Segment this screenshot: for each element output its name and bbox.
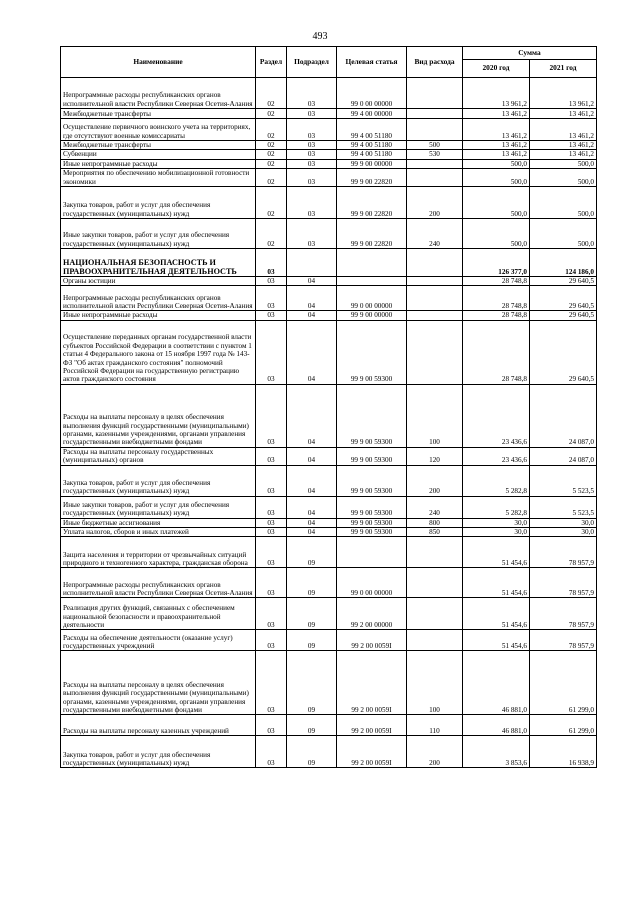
row-section: 03 [256, 736, 287, 768]
row-name: Иные бюджетные ассигнования [61, 518, 256, 527]
row-section: 03 [256, 630, 287, 651]
row-target: 99 4 00 51180 [337, 141, 407, 150]
table-row [61, 219, 597, 249]
row-section: 02 [256, 187, 287, 219]
table-row [61, 465, 597, 496]
row-sum-2021: 124 186,0 [530, 249, 597, 277]
row-section: 03 [256, 537, 287, 568]
table-row [61, 537, 597, 568]
row-name: Уплата налогов, сборов и иных платежей [61, 528, 256, 537]
row-subsection: 03 [287, 159, 337, 168]
row-sum-2021: 61 299,0 [530, 651, 597, 715]
row-expense-type [407, 78, 463, 109]
table-body [61, 78, 597, 768]
row-sum-2020: 28 748,8 [463, 311, 530, 320]
row-target: 99 2 00 0059I [337, 651, 407, 715]
row-target: 99 2 00 0059I [337, 736, 407, 768]
row-target: 99 9 00 22820 [337, 169, 407, 187]
row-target: 99 9 00 00000 [337, 311, 407, 320]
row-section: 03 [256, 651, 287, 715]
row-subsection [287, 249, 337, 277]
row-sum-2020: 5 282,8 [463, 496, 530, 518]
row-expense-type: 100 [407, 384, 463, 447]
row-sum-2021: 13 461,2 [530, 141, 597, 150]
row-section: 03 [256, 465, 287, 496]
row-subsection: 09 [287, 736, 337, 768]
row-name: Защита населения и территории от чрезвычайных ситуаций природного и техногенного характера, гражданская оборона [61, 537, 256, 568]
table-row [61, 119, 597, 141]
table-row [61, 109, 597, 119]
row-subsection: 03 [287, 219, 337, 249]
row-subsection: 04 [287, 286, 337, 311]
row-name: Закупка товаров, работ и услуг для обеспечения государственных (муниципальных) нужд [61, 465, 256, 496]
row-section: 03 [256, 311, 287, 320]
row-expense-type [407, 537, 463, 568]
row-name: Расходы на выплаты персоналу в целях обеспечения выполнения функций государственными (муниципальными) органами, казенными учреждениями, органами управления государственными внебюджетными фондами [61, 651, 256, 715]
row-sum-2021: 13 961,2 [530, 78, 597, 109]
row-sum-2020: 51 454,6 [463, 598, 530, 630]
row-section: 03 [256, 447, 287, 465]
row-expense-type: 530 [407, 150, 463, 159]
row-sum-2020: 13 961,2 [463, 78, 530, 109]
row-target: 99 9 00 59300 [337, 465, 407, 496]
row-target: 99 2 00 00000 [337, 598, 407, 630]
row-name: Расходы на выплаты персоналу казенных учреждений [61, 715, 256, 736]
row-name: Межбюджетные трансферты [61, 141, 256, 150]
row-subsection: 03 [287, 150, 337, 159]
table-row [61, 651, 597, 715]
row-expense-type: 850 [407, 528, 463, 537]
row-subsection: 04 [287, 528, 337, 537]
row-target: 99 0 00 00000 [337, 568, 407, 598]
row-name: Субвенции [61, 150, 256, 159]
row-target: 99 0 00 00000 [337, 78, 407, 109]
row-expense-type [407, 249, 463, 277]
table-row [61, 518, 597, 527]
table-row [61, 384, 597, 447]
row-sum-2021: 61 299,0 [530, 715, 597, 736]
row-sum-2021: 78 957,9 [530, 568, 597, 598]
row-sum-2021: 16 938,9 [530, 736, 597, 768]
row-sum-2021: 29 640,5 [530, 311, 597, 320]
table-row [61, 736, 597, 768]
row-section: 02 [256, 169, 287, 187]
row-sum-2020: 23 436,6 [463, 384, 530, 447]
row-sum-2020: 500,0 [463, 169, 530, 187]
row-target: 99 9 00 59300 [337, 518, 407, 527]
header-name: Наименование [61, 47, 256, 78]
row-sum-2020: 51 454,6 [463, 568, 530, 598]
row-subsection: 09 [287, 537, 337, 568]
table-row [61, 320, 597, 384]
header-target: Целевая статья [337, 47, 407, 78]
row-section: 03 [256, 598, 287, 630]
row-sum-2020: 500,0 [463, 219, 530, 249]
row-target: 99 9 00 59300 [337, 528, 407, 537]
row-sum-2020: 500,0 [463, 159, 530, 168]
header-expense-type: Вид расхода [407, 47, 463, 78]
row-expense-type: 110 [407, 715, 463, 736]
row-sum-2021: 5 523,5 [530, 465, 597, 496]
row-name: Иные закупки товаров, работ и услуг для обеспечения государственных (муниципальных) нужд [61, 219, 256, 249]
row-name: НАЦИОНАЛЬНАЯ БЕЗОПАСНОСТЬ И ПРАВООХРАНИТЕЛЬНАЯ ДЕЯТЕЛЬНОСТЬ [61, 249, 256, 277]
header-year-2021: 2021 год [530, 60, 597, 78]
row-sum-2021: 500,0 [530, 187, 597, 219]
table-row [61, 447, 597, 465]
row-subsection: 03 [287, 187, 337, 219]
row-name: Непрограммные расходы республиканских органов исполнительной власти Республики Северная Осетия-Алания [61, 286, 256, 311]
row-expense-type [407, 119, 463, 141]
row-section: 03 [256, 320, 287, 384]
row-sum-2020: 5 282,8 [463, 465, 530, 496]
row-name: Осуществление переданных органам государственной власти субъектов Российской Федерации в соответствии с пунктом 1 статьи 4 Федерального закона от 15 ноября 1997 года № 143-ФЗ "Об актах гражданского состояния" полномочий Российской Федерации на государственную регистрацию актов гражданского состояния [61, 320, 256, 384]
row-name: Закупка товаров, работ и услуг для обеспечения государственных (муниципальных) нужд [61, 736, 256, 768]
row-expense-type: 500 [407, 141, 463, 150]
row-sum-2021: 78 957,9 [530, 537, 597, 568]
row-section: 02 [256, 159, 287, 168]
row-sum-2020: 28 748,8 [463, 286, 530, 311]
row-target: 99 4 00 51180 [337, 119, 407, 141]
row-sum-2020: 3 853,6 [463, 736, 530, 768]
table-row [61, 528, 597, 537]
table-row [61, 496, 597, 518]
row-target [337, 277, 407, 286]
row-sum-2020: 46 881,0 [463, 715, 530, 736]
page-number: 493 [312, 31, 328, 42]
row-section: 03 [256, 518, 287, 527]
row-name: Расходы на выплаты персоналу государственных (муниципальных) органов [61, 447, 256, 465]
row-target: 99 4 00 00000 [337, 109, 407, 119]
row-section: 02 [256, 78, 287, 109]
row-sum-2021: 29 640,5 [530, 286, 597, 311]
row-target: 99 9 00 59300 [337, 496, 407, 518]
row-section: 03 [256, 528, 287, 537]
table-row [61, 141, 597, 150]
row-subsection: 09 [287, 651, 337, 715]
row-name: Иные непрограммные расходы [61, 159, 256, 168]
row-section: 03 [256, 277, 287, 286]
row-sum-2021: 30,0 [530, 528, 597, 537]
header-year-2020: 2020 год [463, 60, 530, 78]
row-section: 02 [256, 141, 287, 150]
row-target [337, 537, 407, 568]
row-name: Осуществление первичного воинского учета на территориях, где отсутствуют военные комиссариаты [61, 119, 256, 141]
table-row [61, 568, 597, 598]
row-target: 99 9 00 59300 [337, 384, 407, 447]
row-sum-2021: 13 461,2 [530, 109, 597, 119]
row-subsection: 09 [287, 630, 337, 651]
row-expense-type: 240 [407, 219, 463, 249]
row-sum-2020: 51 454,6 [463, 630, 530, 651]
row-sum-2020: 500,0 [463, 187, 530, 219]
row-subsection: 09 [287, 715, 337, 736]
row-section: 03 [256, 496, 287, 518]
row-sum-2021: 29 640,5 [530, 277, 597, 286]
row-name: Реализация других функций, связанных с обеспечением национальной безопасности и правоохранительной деятельности [61, 598, 256, 630]
row-target: 99 9 00 00000 [337, 159, 407, 168]
row-sum-2020: 46 881,0 [463, 651, 530, 715]
row-target: 99 4 00 51180 [337, 150, 407, 159]
row-expense-type [407, 630, 463, 651]
table-row [61, 277, 597, 286]
row-name: Непрограммные расходы республиканских органов исполнительной власти Республики Северная Осетия-Алания [61, 78, 256, 109]
row-section: 03 [256, 286, 287, 311]
row-sum-2020: 28 748,8 [463, 320, 530, 384]
row-name: Иные закупки товаров, работ и услуг для обеспечения государственных (муниципальных) нужд [61, 496, 256, 518]
row-subsection: 09 [287, 598, 337, 630]
row-expense-type: 200 [407, 465, 463, 496]
row-sum-2021: 24 087,0 [530, 384, 597, 447]
row-target: 99 2 00 0059I [337, 630, 407, 651]
row-sum-2020: 13 461,2 [463, 109, 530, 119]
row-sum-2020: 23 436,6 [463, 447, 530, 465]
table-header [61, 47, 597, 78]
table-row [61, 150, 597, 159]
table-row [61, 187, 597, 219]
row-sum-2021: 500,0 [530, 169, 597, 187]
row-sum-2021: 500,0 [530, 159, 597, 168]
row-subsection: 04 [287, 518, 337, 527]
row-subsection: 04 [287, 496, 337, 518]
row-expense-type [407, 109, 463, 119]
budget-table [60, 46, 597, 768]
row-expense-type: 800 [407, 518, 463, 527]
table-row [61, 630, 597, 651]
row-expense-type [407, 169, 463, 187]
row-subsection: 03 [287, 141, 337, 150]
row-sum-2021: 500,0 [530, 219, 597, 249]
table-row [61, 286, 597, 311]
row-expense-type [407, 277, 463, 286]
row-target: 99 9 00 22820 [337, 187, 407, 219]
row-expense-type [407, 286, 463, 311]
table-row [61, 598, 597, 630]
row-subsection: 04 [287, 465, 337, 496]
header-subsection: Подраздел [287, 47, 337, 78]
row-subsection: 03 [287, 109, 337, 119]
row-expense-type [407, 159, 463, 168]
table-row [61, 311, 597, 320]
row-sum-2020: 30,0 [463, 518, 530, 527]
row-expense-type [407, 568, 463, 598]
row-subsection: 04 [287, 320, 337, 384]
row-name: Расходы на обеспечение деятельности (оказание услуг) государственных учреждений [61, 630, 256, 651]
row-name: Мероприятия по обеспечению мобилизационной готовности экономики [61, 169, 256, 187]
row-section: 03 [256, 384, 287, 447]
row-sum-2020: 13 461,2 [463, 141, 530, 150]
row-name: Органы юстиции [61, 277, 256, 286]
row-expense-type [407, 311, 463, 320]
row-subsection: 03 [287, 78, 337, 109]
row-subsection: 09 [287, 568, 337, 598]
row-target: 99 2 00 0059I [337, 715, 407, 736]
row-expense-type: 120 [407, 447, 463, 465]
row-expense-type: 200 [407, 736, 463, 768]
row-sum-2021: 13 461,2 [530, 119, 597, 141]
row-section: 02 [256, 219, 287, 249]
row-target [337, 249, 407, 277]
row-target: 99 9 00 59300 [337, 447, 407, 465]
row-section: 03 [256, 568, 287, 598]
row-subsection: 04 [287, 447, 337, 465]
table-row [61, 159, 597, 168]
row-target: 99 0 00 00000 [337, 286, 407, 311]
row-section: 02 [256, 119, 287, 141]
row-sum-2021: 24 087,0 [530, 447, 597, 465]
row-name: Непрограммные расходы республиканских органов исполнительной власти Республики Северная Осетия-Алания [61, 568, 256, 598]
table-row [61, 715, 597, 736]
row-name: Закупка товаров, работ и услуг для обеспечения государственных (муниципальных) нужд [61, 187, 256, 219]
row-sum-2021: 5 523,5 [530, 496, 597, 518]
table-row [61, 78, 597, 109]
row-name: Иные непрограммные расходы [61, 311, 256, 320]
row-section: 02 [256, 109, 287, 119]
table-row [61, 249, 597, 277]
row-sum-2020: 126 377,0 [463, 249, 530, 277]
row-sum-2020: 30,0 [463, 528, 530, 537]
row-subsection: 04 [287, 277, 337, 286]
row-subsection: 03 [287, 169, 337, 187]
row-subsection: 04 [287, 384, 337, 447]
row-sum-2020: 28 748,8 [463, 277, 530, 286]
header-section: Раздел [256, 47, 287, 78]
row-expense-type [407, 598, 463, 630]
row-expense-type [407, 320, 463, 384]
table-row [61, 169, 597, 187]
row-subsection: 03 [287, 119, 337, 141]
row-expense-type: 100 [407, 651, 463, 715]
header-sum: Сумма [463, 47, 597, 60]
row-target: 99 9 00 59300 [337, 320, 407, 384]
row-target: 99 9 00 22820 [337, 219, 407, 249]
row-name: Расходы на выплаты персоналу в целях обеспечения выполнения функций государственными (муниципальными) органами, казенными учреждениями, органами управления государственными внебюджетными фондами [61, 384, 256, 447]
row-sum-2020: 51 454,6 [463, 537, 530, 568]
row-expense-type: 200 [407, 187, 463, 219]
row-expense-type: 240 [407, 496, 463, 518]
row-sum-2021: 78 957,9 [530, 630, 597, 651]
row-sum-2021: 30,0 [530, 518, 597, 527]
row-name: Межбюджетные трансферты [61, 109, 256, 119]
row-sum-2020: 13 461,2 [463, 119, 530, 141]
row-section: 03 [256, 715, 287, 736]
row-sum-2021: 78 957,9 [530, 598, 597, 630]
row-section: 02 [256, 150, 287, 159]
row-section: 03 [256, 249, 287, 277]
row-sum-2021: 29 640,5 [530, 320, 597, 384]
row-subsection: 04 [287, 311, 337, 320]
row-sum-2021: 13 461,2 [530, 150, 597, 159]
row-sum-2020: 13 461,2 [463, 150, 530, 159]
